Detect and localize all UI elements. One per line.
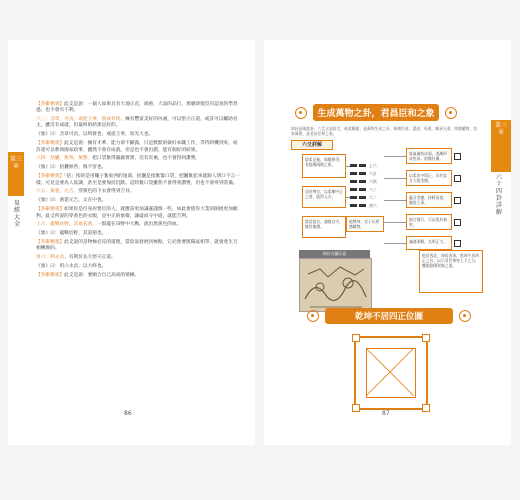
book-title-vertical: 易經大全 (14, 200, 21, 228)
paragraph (36, 255, 242, 261)
main-text (36, 102, 242, 282)
hexagram-line (350, 180, 366, 183)
paragraph-heading: 【卦辭精義】 (36, 273, 65, 279)
hexagram-line (350, 188, 366, 191)
paragraph (36, 117, 242, 130)
paragraph-text: 《象》曰：用六永貞，以大終也。 (36, 264, 107, 270)
paragraph-heading: 【卦辭精義】 (36, 102, 65, 107)
diagram-title: 乾坤不居四正位圖 (354, 312, 423, 322)
paragraph (36, 273, 242, 279)
ancient-sketch-image (299, 258, 372, 312)
paragraph-text: 《象》曰：括囊無咎，慎不害也。 (36, 165, 107, 171)
paragraph (36, 207, 242, 220)
line-label: 上六 (369, 163, 377, 168)
ornament-icon (445, 107, 457, 119)
qian-kun-diagram (354, 336, 428, 410)
paragraph-heading: 【卦辭精義】 (36, 240, 65, 246)
paragraph-heading: 六五：黃裳，元吉。 (36, 189, 79, 195)
page-number: 86 (124, 410, 132, 417)
sketch-caption: 坤卦古圖示意 (299, 250, 370, 258)
paragraph (36, 231, 242, 237)
line-label: 六四 (369, 179, 377, 184)
paragraph-heading: 【卦辭精義】 (36, 207, 65, 213)
left-page (8, 40, 255, 445)
paragraph-text: 「括」指的是用繩子紮東西的尾部，括囊是指紮緊口袋，把囊紮起來就跟人閉口不言一樣，可見是要為人低調，甚至是要保持沉默。這時紮口袋雖然不會得到讚譽，但也不會得到責備。 (36, 174, 240, 186)
note-box: 陰居陰位，謹慎自守，無咎無譽。 (302, 216, 346, 238)
note-box: 慎言慎行，可以免於禍害。 (406, 214, 452, 230)
line-label: 初六 (369, 203, 377, 208)
page-number: 87 (382, 410, 390, 417)
ornament-icon (295, 107, 307, 119)
section-title: 生成萬物之卦，君昌臣和之象 (317, 109, 435, 119)
paragraph-heading: 【卦辭精義】 (36, 141, 65, 147)
paragraph-heading: 六四：括囊，無咎，無譽。 (36, 156, 93, 162)
paragraph (36, 132, 242, 138)
paragraph-text: 此爻說的是物極必反的道理，當陰氣發展到極點，它必然要與陽氣相爭，就會產生互相轉換的。 (36, 240, 238, 252)
section-banner (291, 104, 461, 121)
paragraph (36, 240, 242, 253)
chapter-label: 第三章 (10, 156, 23, 170)
paragraph-text: 有利於長久堅守正道。 (68, 255, 116, 261)
hexagram-line (350, 196, 366, 199)
hexagram-line (350, 172, 366, 175)
paragraph-text: 如果你是位身居要位的人，就應該更加謙遜謹慎一些，如此會使你大業的開展更加順利。此爻所說的穿黃色的衣服，是中正的象徵，謙虛而守中道，就能吉利。 (36, 207, 238, 219)
paragraph (36, 165, 242, 171)
paragraph (36, 174, 242, 187)
paragraph-text: 《象》曰：黃裳元吉，文在中也。 (36, 198, 107, 204)
bullet-icon (454, 175, 461, 182)
bullet-icon (454, 240, 461, 247)
ornament-icon (459, 310, 471, 322)
hexagram-line (350, 164, 366, 167)
side-note: 乾居西北，坤居西南，乾坤不居四正之位，以示君臣尊卑上下之分，體現陰陽和諧之道。 (419, 250, 483, 293)
diagram-banner (291, 306, 487, 326)
paragraph-text: 《象》曰：龍戰於野，其道窮也。 (36, 231, 107, 237)
note-box: 陰柔至極，與陽相爭，有陰陽兩傷之象。 (302, 154, 346, 178)
bullet-icon (454, 197, 461, 204)
note-box: 以柔居中得正，具有直方大的美德。 (406, 170, 452, 186)
paragraph-heading: 上六：龍戰於野，其血玄黃。 (36, 222, 97, 228)
chapter-label: 第三章 (495, 122, 508, 136)
line-label: 六五 (369, 171, 377, 176)
lines-label: 六爻詳解 (291, 140, 333, 150)
note-box: 居於尊位，以柔順中正之道，能得元吉。 (302, 186, 346, 208)
paragraph-text: 擁有豐富美好的內涵，可以堅守正道，或許可以輔助君主，雖沒有成就，但最終的結果是好的。 (36, 117, 238, 129)
paragraph (36, 189, 242, 195)
paragraph-heading: 六三：含章，可貞。或從王事，無成有終。 (36, 117, 126, 123)
bullet-icon (454, 153, 461, 160)
paragraph (36, 141, 242, 154)
note-box: 陰氣凝結成霜，逐漸形成堅冰，防微杜漸。 (406, 148, 452, 164)
center-note: 地勢坤，君子以厚德載物。 (346, 216, 384, 232)
paragraph-text: 一群龍在田野中大戰，流出黑黃色的血。 (96, 222, 182, 228)
paragraph-heading: 用六：利永貞。 (36, 255, 69, 261)
paragraph-text: 穿黃色的下衣會得到吉祥。 (78, 189, 135, 195)
line-label: 六二 (369, 195, 377, 200)
paragraph-text: 《象》曰：含章可貞，以時發也；或從王事，知光大也。 (36, 132, 154, 138)
paragraph-heading: 【卦辭精義】 (36, 174, 65, 180)
paragraph-text: 把口袋紮得嚴嚴實實，沒有災禍，也不會得到讚譽。 (92, 156, 201, 162)
paragraph-text: 此爻是說：擁有才華、能力卻不顯露，只是默默的做好本職工作，等待時機到來，或許還可以參與國家政事，雖然不會有成就，但是也不會出錯，能有個好的結果。 (36, 141, 238, 153)
intro-text: 坤卦是純陰卦，六爻全是陰爻，純柔順從，是萬物生成之卦，象徵臣道、妻道、母道，順承天道、厚德載物、包容萬物，是君昌臣和之象。 (291, 126, 478, 136)
paragraph (36, 222, 242, 228)
paragraph (36, 102, 242, 115)
paragraph-text: 此爻是說：要順合自己高尚的情操。 (64, 273, 140, 279)
paragraph (36, 156, 242, 162)
note-box: 謙遜柔順，光明正大。 (406, 236, 452, 250)
ornament-icon (307, 310, 319, 322)
bullet-icon (454, 219, 461, 226)
paragraph (36, 198, 242, 204)
paragraph-text: 此爻是說：一個人如果具有大地正直、端重、大氣的品行，那麼即使沒有認真的學習過，也不會有不利。 (36, 102, 238, 114)
hexagram-line (350, 204, 366, 207)
note-box: 蘊含美德，待時而發，隨從王事。 (406, 192, 452, 208)
line-label: 六三 (369, 187, 377, 192)
right-page (264, 40, 511, 445)
section-vertical-title: 六十四卦詳解 (496, 174, 503, 216)
paragraph (36, 264, 242, 270)
